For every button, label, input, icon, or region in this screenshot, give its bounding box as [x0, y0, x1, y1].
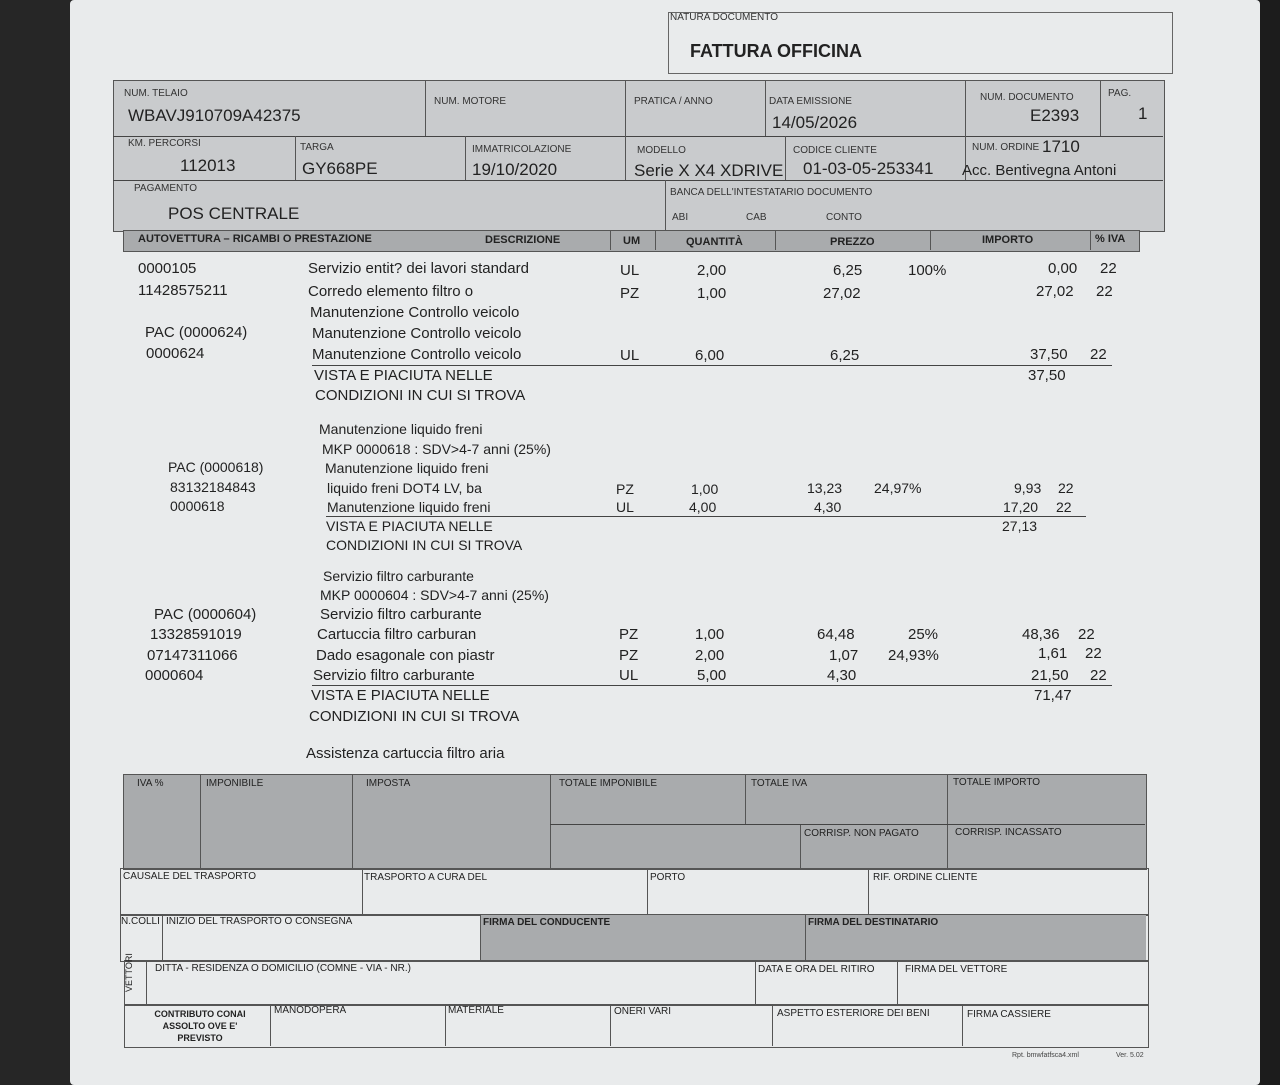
row-10-qty: 1,00: [691, 481, 719, 497]
row-19-price: 4,30: [827, 667, 857, 684]
row-18-disc: 24,93%: [888, 647, 939, 664]
row-4-desc: Manutenzione Controllo veicolo: [312, 346, 522, 363]
km-label: KM. PERCORSI: [128, 138, 201, 149]
row-1-um: PZ: [620, 285, 640, 302]
row-4-iva: 22: [1090, 346, 1107, 363]
causale-label: CAUSALE DEL TRASPORTO: [123, 871, 257, 882]
abi-label: ABI: [672, 212, 689, 223]
num-ordine-value: 1710: [1042, 137, 1080, 156]
row-1-desc: Corredo elemento filtro o: [308, 283, 474, 300]
materiale-label: MATERIALE: [448, 1005, 504, 1016]
row-18-iva: 22: [1085, 645, 1102, 662]
row-18-qty: 2,00: [695, 647, 725, 664]
row-8-desc: MKP 0000618 : SDV>4-7 anni (25%): [322, 441, 551, 457]
row-12-amount: 27,13: [1002, 518, 1038, 534]
row-17-desc: Cartuccia filtro carburan: [317, 626, 477, 643]
motore-label: NUM. MOTORE: [434, 96, 507, 107]
cura-label: TRASPORTO A CURA DEL: [364, 872, 488, 883]
row-21-desc: CONDIZIONI IN CUI SI TROVA: [309, 708, 520, 725]
row-14-desc: Servizio filtro carburante: [323, 568, 474, 584]
tot-totale-iva-label: TOTALE IVA: [751, 778, 808, 789]
ver-text: Ver. 5.02: [1116, 1052, 1144, 1059]
row-22-desc: Assistenza cartuccia filtro aria: [306, 745, 505, 762]
row-19-um: UL: [619, 667, 639, 684]
row-4-qty: 6,00: [695, 347, 725, 364]
num-ordine-extra: Acc. Bentivegna Antoni: [962, 162, 1117, 179]
aspetto-label: ASPETTO ESTERIORE DEI BENI: [777, 1008, 930, 1019]
tot-imponibile-label: IMPONIBILE: [206, 778, 264, 789]
row-17-code: 13328591019: [150, 626, 242, 643]
firma-destinatario-label: FIRMA DEL DESTINATARIO: [808, 917, 939, 928]
tot-iva-label: IVA %: [137, 778, 164, 789]
row-0-disc: 100%: [908, 262, 947, 279]
row-0-code: 0000105: [138, 260, 197, 277]
row-19-iva: 22: [1090, 667, 1107, 684]
row-11-amount: 17,20: [1003, 499, 1039, 515]
pratica-label: PRATICA / ANNO: [634, 96, 713, 107]
tot-imposta-label: IMPOSTA: [366, 778, 411, 789]
col-importo: IMPORTO: [982, 234, 1034, 246]
row-18-desc: Dado esagonale con piastr: [316, 647, 495, 664]
data-ritiro-label: DATA E ORA DEL RITIRO: [758, 964, 875, 975]
targa-value: GY668PE: [302, 159, 378, 178]
natura-label: NATURA DOCUMENTO: [670, 12, 778, 23]
tot-incassato-label: CORRISP. INCASSATO: [955, 827, 1062, 838]
row-0-amount: 0,00: [1048, 260, 1078, 277]
row-9-code: PAC (0000618): [168, 459, 264, 475]
row-18-price: 1,07: [829, 647, 859, 664]
inizio-label: INIZIO DEL TRASPORTO O CONSEGNA: [166, 916, 353, 927]
row-4-code: 0000624: [146, 345, 205, 362]
row-4-amount: 37,50: [1030, 346, 1068, 363]
data-emissione-value: 14/05/2026: [772, 113, 858, 132]
row-3-desc: Manutenzione Controllo veicolo: [312, 325, 522, 342]
row-17-iva: 22: [1078, 626, 1095, 643]
row-0-qty: 2,00: [697, 262, 727, 279]
row-10-code: 83132184843: [170, 479, 256, 495]
pagamento-value: POS CENTRALE: [168, 204, 300, 223]
tot-totale-importo-label: TOTALE IMPORTO: [953, 777, 1041, 788]
row-18-code: 07147311066: [147, 647, 238, 664]
ditta-label: DITTA - RESIDENZA O DOMICILIO (COMNE - VIA - NR.): [155, 963, 411, 974]
row-10-iva: 22: [1058, 480, 1074, 496]
row-19-qty: 5,00: [697, 667, 727, 684]
row-18-um: PZ: [619, 647, 639, 664]
col-quantita: QUANTITÀ: [686, 236, 743, 248]
targa-label: TARGA: [300, 142, 334, 153]
firma-vettore-label: FIRMA DEL VETTORE: [905, 964, 1008, 975]
modello-value: Serie X X4 XDRIVE: [634, 161, 784, 180]
row-1-amount: 27,02: [1036, 283, 1074, 300]
row-11-price: 4,30: [814, 499, 842, 515]
pag-label: PAG.: [1108, 88, 1132, 99]
vettori-label: VETTORI: [124, 953, 134, 992]
row-16-code: PAC (0000604): [154, 606, 257, 623]
manodopera-label: MANODOPERA: [274, 1005, 347, 1016]
conto-label: CONTO: [826, 212, 862, 223]
conai-label: CONTRIBUTO CONAI ASSOLTO OVE E' PREVISTO: [154, 1009, 246, 1043]
modello-label: MODELLO: [637, 145, 686, 156]
immatricolazione-value: 19/10/2020: [472, 160, 558, 179]
row-20-desc: VISTA E PIACIUTA NELLE: [311, 687, 490, 704]
natura-value: FATTURA OFFICINA: [690, 41, 862, 61]
row-11-qty: 4,00: [689, 499, 717, 515]
row-0-desc: Servizio entit? dei lavori standard: [308, 260, 529, 277]
col-prezzo: PREZZO: [830, 236, 875, 248]
row-1-code: 11428575211: [138, 282, 228, 299]
row-19-amount: 21,50: [1031, 667, 1069, 684]
row-1-qty: 1,00: [697, 285, 727, 302]
row-11-desc: Manutenzione liquido freni: [327, 499, 491, 515]
data-emissione-label: DATA EMISSIONE: [769, 96, 852, 107]
row-10-um: PZ: [616, 481, 634, 497]
banca-label: BANCA DELL'INTESTATARIO DOCUMENTO: [670, 187, 873, 198]
num-ordine-label: NUM. ORDINE: [972, 142, 1040, 153]
col-iva: % IVA: [1095, 233, 1126, 245]
codice-cliente-label: CODICE CLIENTE: [793, 145, 877, 156]
row-3-code: PAC (0000624): [145, 324, 248, 341]
row-15-desc: MKP 0000604 : SDV>4-7 anni (25%): [320, 587, 549, 603]
row-11-code: 0000618: [170, 498, 225, 514]
tot-totale-imponibile-label: TOTALE IMPONIBILE: [559, 778, 657, 789]
row-10-desc: liquido freni DOT4 LV, ba: [327, 480, 482, 496]
telaio-value: WBAVJ910709A42375: [128, 106, 301, 125]
firma-conducente-label: FIRMA DEL CONDUCENTE: [483, 917, 611, 928]
col-um: UM: [623, 235, 641, 247]
pag-value: 1: [1138, 104, 1148, 123]
row-10-disc: 24,97%: [874, 480, 922, 496]
row-16-desc: Servizio filtro carburante: [320, 606, 482, 623]
transport-row-1: [120, 868, 1149, 916]
row-17-disc: 25%: [908, 626, 939, 643]
row-10-price: 13,23: [807, 480, 843, 496]
row-11-iva: 22: [1056, 499, 1072, 515]
row-0-iva: 22: [1100, 260, 1117, 277]
telaio-label: NUM. TELAIO: [124, 88, 188, 99]
row-5-amount: 37,50: [1028, 367, 1066, 384]
row-12-desc: VISTA E PIACIUTA NELLE: [326, 518, 493, 534]
row-17-price: 64,48: [817, 626, 855, 643]
codice-cliente-value: 01-03-05-253341: [803, 159, 934, 178]
row-1-price: 27,02: [823, 285, 861, 302]
row-20-amount: 71,47: [1034, 687, 1072, 704]
row-0-um: UL: [620, 262, 640, 279]
ncolli-label: N.COLLI: [121, 916, 160, 927]
row-4-price: 6,25: [830, 347, 860, 364]
row-1-iva: 22: [1096, 283, 1113, 300]
rpt-text: Rpt. bmwfatfsca4.xml: [1012, 1052, 1079, 1059]
immatricolazione-label: IMMATRICOLAZIONE: [472, 144, 572, 155]
cassiere-label: FIRMA CASSIERE: [967, 1009, 1051, 1020]
row-18-amount: 1,61: [1038, 645, 1068, 662]
row-11-um: UL: [616, 499, 634, 515]
row-5-desc: VISTA E PIACIUTA NELLE: [314, 367, 493, 384]
row-17-qty: 1,00: [695, 626, 725, 643]
pagamento-label: PAGAMENTO: [134, 183, 197, 194]
row-2-desc: Manutenzione Controllo veicolo: [310, 304, 520, 321]
num-documento-value: E2393: [1030, 106, 1080, 125]
cab-label: CAB: [746, 212, 767, 223]
row-17-amount: 48,36: [1022, 626, 1060, 643]
row-10-amount: 9,93: [1014, 480, 1042, 496]
row-0-price: 6,25: [833, 262, 863, 279]
num-documento-label: NUM. DOCUMENTO: [980, 92, 1074, 103]
row-4-um: UL: [620, 347, 640, 364]
km-value: 112013: [180, 156, 236, 175]
row-19-code: 0000604: [145, 667, 204, 684]
tot-non-pagato-label: CORRISP. NON PAGATO: [804, 828, 919, 839]
col-autovettura: AUTOVETTURA – RICAMBI O PRESTAZIONE: [138, 233, 372, 245]
row-13-desc: CONDIZIONI IN CUI SI TROVA: [326, 537, 523, 553]
row-9-desc: Manutenzione liquido freni: [325, 460, 489, 476]
oneri-label: ONERI VARI: [614, 1006, 672, 1017]
row-7-desc: Manutenzione liquido freni: [319, 421, 483, 437]
porto-label: PORTO: [650, 872, 686, 883]
row-17-um: PZ: [619, 626, 639, 643]
col-descrizione: DESCRIZIONE: [485, 234, 561, 246]
row-6-desc: CONDIZIONI IN CUI SI TROVA: [315, 387, 526, 404]
rif-label: RIF. ORDINE CLIENTE: [873, 872, 978, 883]
row-19-desc: Servizio filtro carburante: [313, 667, 475, 684]
